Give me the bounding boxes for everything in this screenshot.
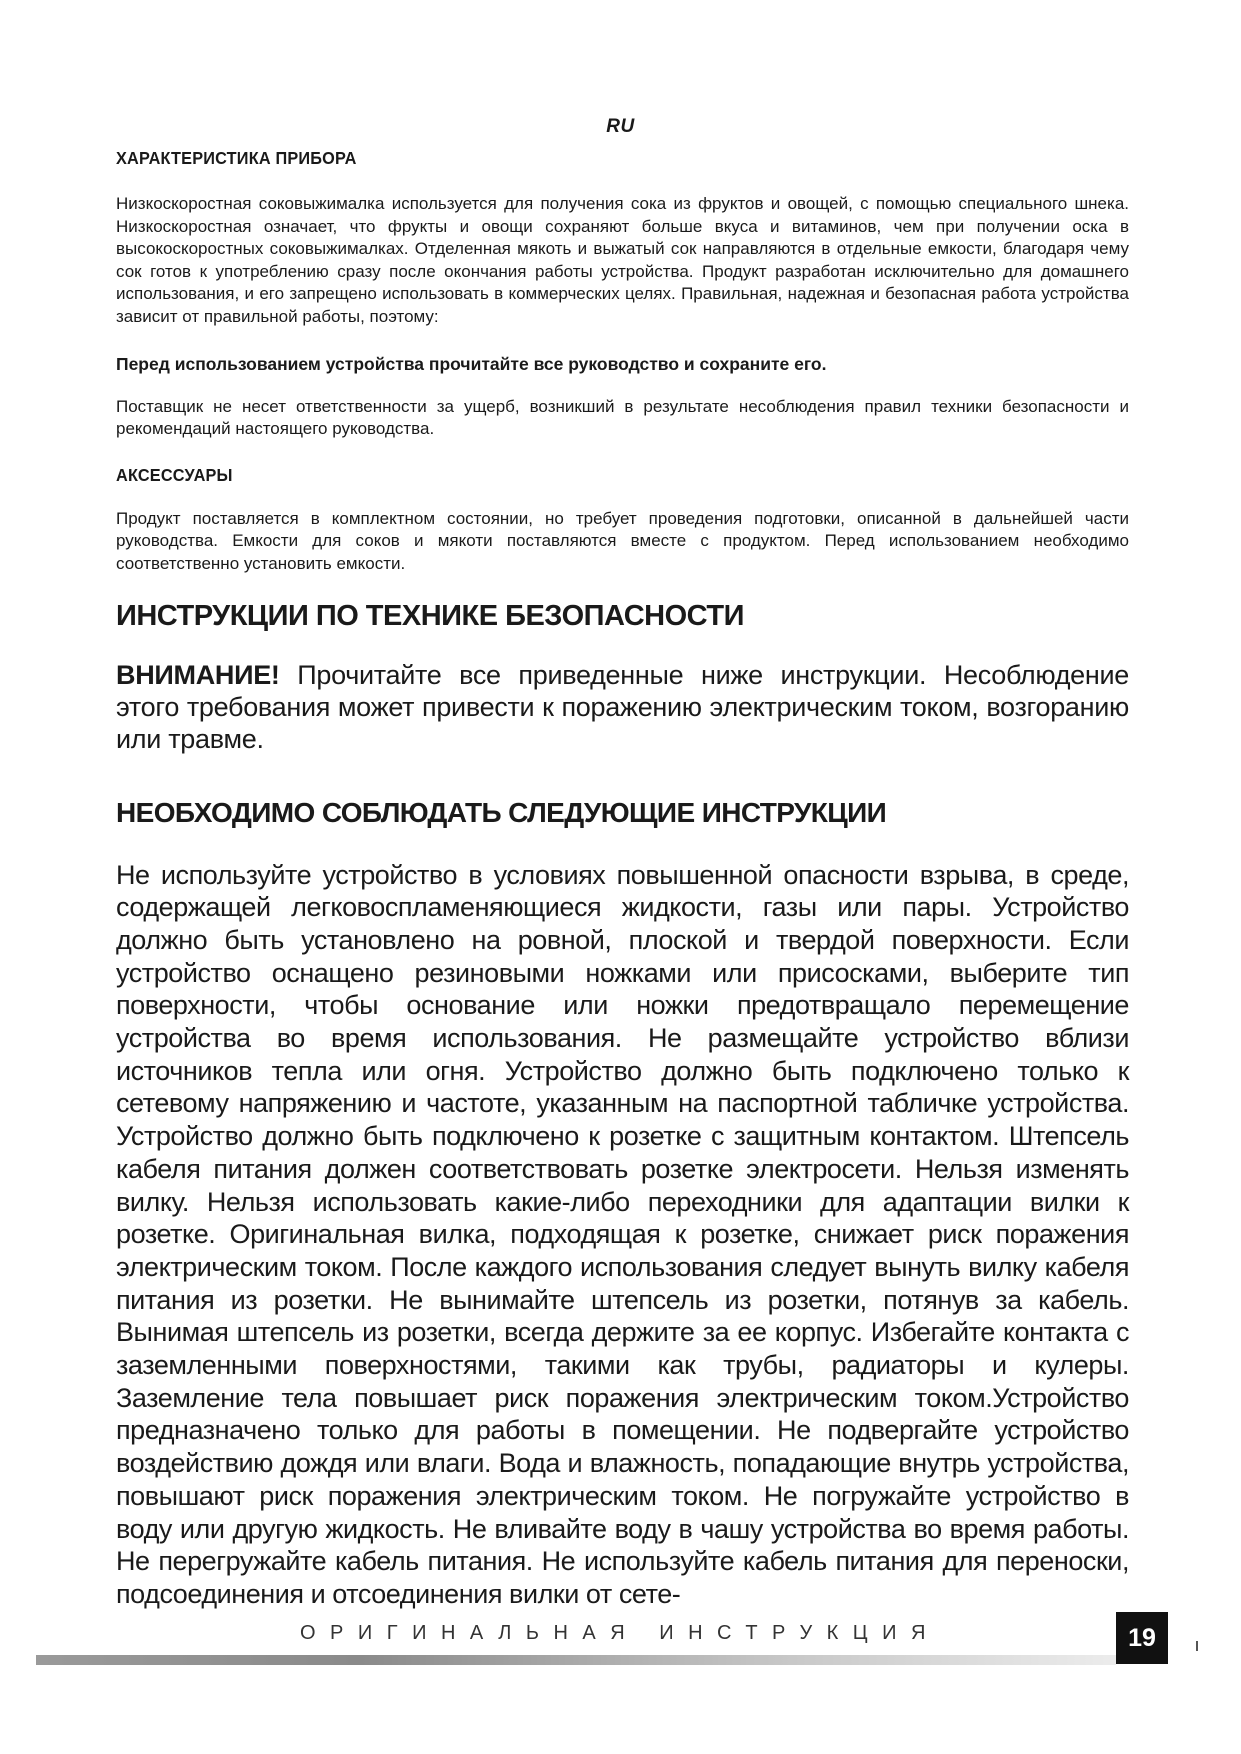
footer-caption: ОРИГИНАЛЬНАЯ ИНСТРУКЦИЯ <box>300 1622 940 1644</box>
warning-label: ВНИМАНИЕ! <box>116 659 280 690</box>
accessories-paragraph: Продукт поставляется в комплектном состоянии, но требует проведения подготовки, описанной в дальнейшей части руководства. Емкости для соков и мякоти поставляются вместе с продуктом. Перед использованием необходимо соответственно установить емкости. <box>116 508 1129 573</box>
follow-instructions-subtitle: НЕОБХОДИМО СОБЛЮДАТЬ СЛЕДУЮЩИЕ ИНСТРУКЦИИ <box>116 796 887 828</box>
safety-instructions-title: ИНСТРУКЦИИ ПО ТЕХНИКЕ БЕЗОПАСНОСТИ <box>116 599 744 632</box>
language-label: RU <box>606 116 635 137</box>
safety-instructions-body: Не используйте устройство в условиях повышенной опасности взрыва, в среде, содержащей легковоспламеняющиеся жидкости, газы или пары. Устройство должно быть установлено на ровной, плоской и твердой поверхности. Если устройство оснащено резиновыми ножками или присосками, выберите тип поверхности, чтобы основание или ножки предотвращало перемещение устройства во время использования. Не размещайте устройство вблизи источников тепла или огня. Устройство должно быть подключено только к сетевому напряжению и частоте, указанным на паспортной табличке устройства. Устройство должно быть подключено к розетке с защитным контактом. Штепсель кабеля питания должен соответствовать розетке электросети. Нельзя изменять вилку. Нельзя использовать какие-либо переходники для адаптации вилки к розетке. Оригинальная вилка, подходящая к розетке, снижает риск поражения электрическим током. После каждого использования следует вынуть вилку кабеля питания из розетки. Не вынимайте штепсель из розетки, потянув за кабель. Вынимая штепсель из розетки, всегда держите за ее корпус. Избегайте контакта с заземленными поверхностями, такими как трубы, радиаторы и кулеры. Заземление тела повышает риск поражения электрическим током.Устройство предназначено только для работы в помещении. Не подвергайте устройство воздействию дождя или влаги. Вода и влажность, попадающие внутрь устройства, повышают риск поражения электрическим током. Не погружайте устройство в воду или другую жидкость. Не вливайте воду в чашу устройства во время работы. Не перегружайте кабель питания. Не используйте кабель питания для переноски, подсоединения и отсоединения вилки от сете- <box>116 859 1129 1609</box>
device-description-paragraph: Низкоскоростная соковыжималка используется для получения сока из фруктов и овощей, с помощью специального шнека. Низкоскоростная означает, что фрукты и овощи сохраняют больше вкуса и витаминов, чем при получении оска в высокоскоростных соковыжималках. Отделенная мякоть и выжатый сок направляются в отдельные емкости, благодаря чему сок готов к употреблению сразу после окончания работы устройства. Продукт разработан исключительно для домашнего использования, и его запрещено использовать в коммерческих целях. Правильная, надежная и безопасная работа устройства зависит от правильной работы, поэтому: <box>116 194 1129 326</box>
read-manual-note: Перед использованием устройства прочитайте все руководство и сохраните его. <box>116 353 827 374</box>
warning-paragraph <box>116 659 1129 755</box>
footer-gradient-bar <box>36 1655 1116 1665</box>
accessories-heading: АКСЕССУАРЫ <box>116 464 233 485</box>
warning-text: Прочитайте все приведенные ниже инструкции. Несоблюдение этого требования может привести к поражению электрическим током, возгоранию или травме. <box>116 659 1129 754</box>
page-content <box>116 148 1129 1611</box>
page-number: 19 <box>1116 1612 1168 1664</box>
device-characteristics-heading: ХАРАКТЕРИСТИКА ПРИБОРА <box>116 148 357 168</box>
edge-tick-mark <box>1196 1641 1198 1651</box>
liability-paragraph: Поставщик не несет ответственности за ущерб, возникший в результате несоблюдения правил техники безопасности и рекомендаций настоящего руководства. <box>116 396 1129 439</box>
